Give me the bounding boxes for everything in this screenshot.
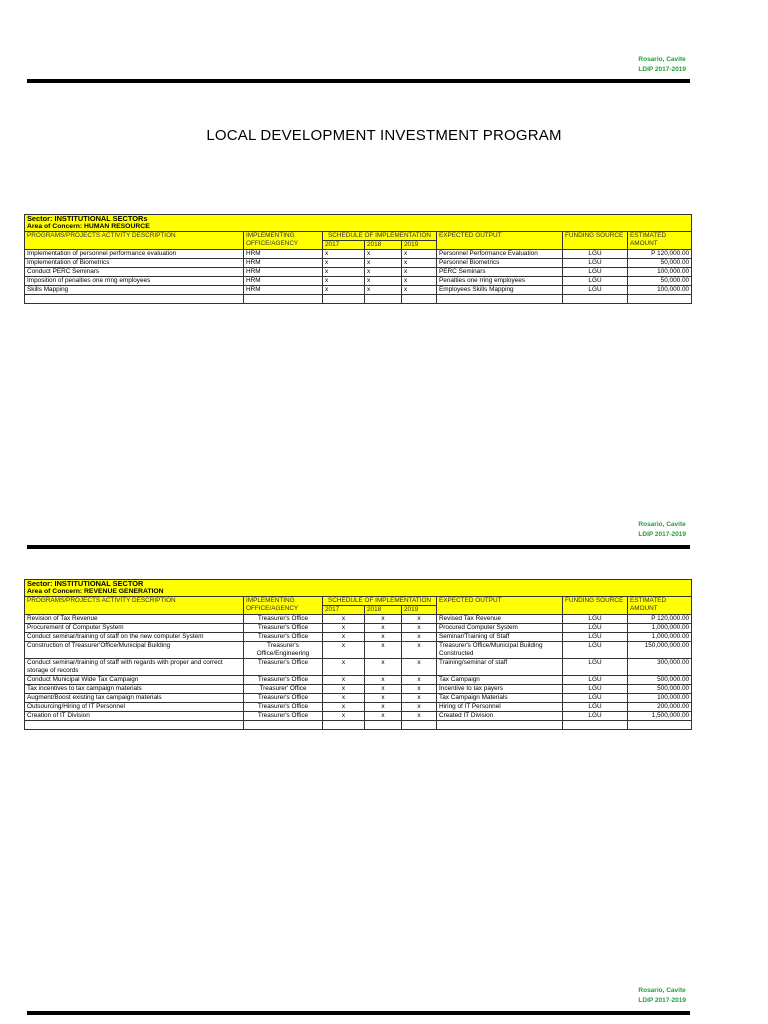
- header-place: Rosario, Cavite: [638, 56, 686, 63]
- col-amount: ESTIMATED AMOUNT: [628, 232, 692, 250]
- cell-funding: LGU: [563, 685, 628, 694]
- col-2018: 2018: [365, 606, 402, 615]
- cell-office: HRM: [244, 286, 323, 295]
- cell-description: Revision of Tax Revenue: [25, 615, 244, 624]
- cell-funding: LGU: [563, 694, 628, 703]
- header-place: Rosario, Cavite: [638, 521, 686, 528]
- revenue-generation-table: [24, 579, 692, 730]
- cell-funding: LGU: [563, 703, 628, 712]
- cell-output: Penalties one rring employees: [437, 277, 563, 286]
- cell-office: Treasurer's Office: [244, 624, 323, 633]
- col-funding: FUNDING SOURCE: [563, 232, 628, 250]
- cell-2018: x: [365, 250, 402, 259]
- cell-2018: x: [365, 286, 402, 295]
- col-2018: 2018: [365, 241, 402, 250]
- cell-2017: x: [323, 703, 365, 712]
- cell-office: Treasurer's Office: [244, 633, 323, 642]
- cell-amount: 100,000.00: [628, 286, 692, 295]
- header-rule: [27, 79, 690, 83]
- col-2017: 2017: [323, 241, 365, 250]
- cell-description: Conduct seminar/training of staff with regards with proper and correct storage of records: [25, 659, 244, 676]
- cell-2019: x: [402, 676, 437, 685]
- cell-2017: x: [323, 685, 365, 694]
- cell-output: Personnel Performance Evaluation: [437, 250, 563, 259]
- cell-funding: LGU: [563, 642, 628, 659]
- col-2017: 2017: [323, 606, 365, 615]
- cell-funding: LGU: [563, 277, 628, 286]
- table-row: [25, 703, 692, 712]
- cell-2017: x: [323, 277, 365, 286]
- table-row: [25, 277, 692, 286]
- cell-2017: x: [323, 615, 365, 624]
- col-2019: 2019: [402, 241, 437, 250]
- cell-2019: x: [402, 259, 437, 268]
- document-header: [638, 520, 686, 540]
- table-row: [25, 694, 692, 703]
- cell-funding: LGU: [563, 712, 628, 721]
- cell-amount: 300,000.00: [628, 659, 692, 676]
- human-resource-table: [24, 214, 692, 304]
- cell-2019: x: [402, 277, 437, 286]
- cell-2019: x: [402, 286, 437, 295]
- cell-output: Incentive to tax payers: [437, 685, 563, 694]
- cell-funding: LGU: [563, 659, 628, 676]
- table-row: [25, 286, 692, 295]
- cell-description: Procurement of Computer System: [25, 624, 244, 633]
- cell-funding: LGU: [563, 624, 628, 633]
- page-title: LOCAL DEVELOPMENT INVESTMENT PROGRAM: [206, 127, 562, 144]
- cell-2018: x: [365, 624, 402, 633]
- cell-2017: x: [323, 624, 365, 633]
- header-plan: LDIP 2017-2019: [638, 997, 686, 1004]
- cell-2019: x: [402, 615, 437, 624]
- cell-amount: 100,000.00: [628, 268, 692, 277]
- table-row: [25, 250, 692, 259]
- cell-output: Training/seminar of staff: [437, 659, 563, 676]
- cell-office: HRM: [244, 250, 323, 259]
- cell-2018: x: [365, 268, 402, 277]
- cell-description: Implementation of personnel performance evaluation: [25, 250, 244, 259]
- cell-2017: x: [323, 694, 365, 703]
- area-of-concern: Area of Concern: HUMAN RESOURCE: [25, 223, 692, 232]
- cell-2018: x: [365, 659, 402, 676]
- document-header: [638, 55, 686, 75]
- cell-description: Implementation of Biometrics: [25, 259, 244, 268]
- col-funding: FUNDING SOURCE: [563, 597, 628, 615]
- cell-description: Creation of IT Division: [25, 712, 244, 721]
- cell-2017: x: [323, 268, 365, 277]
- col-schedule: SCHEDULE OF IMPLEMENTATION: [323, 232, 437, 241]
- header-plan: LDIP 2017-2019: [638, 531, 686, 538]
- cell-funding: LGU: [563, 259, 628, 268]
- cell-amount: 50,000.00: [628, 277, 692, 286]
- cell-2017: x: [323, 259, 365, 268]
- cell-office: Treasurer's Office: [244, 694, 323, 703]
- cell-amount: 200,000.00: [628, 703, 692, 712]
- cell-2018: x: [365, 642, 402, 659]
- header-rule: [27, 1011, 690, 1015]
- blank-row: [25, 721, 692, 730]
- cell-output: PERC Seminars: [437, 268, 563, 277]
- cell-2019: x: [402, 659, 437, 676]
- cell-amount: P 120,000.00: [628, 615, 692, 624]
- cell-2017: x: [323, 642, 365, 659]
- cell-description: Conduct PERC Seminars: [25, 268, 244, 277]
- cell-funding: LGU: [563, 268, 628, 277]
- document-header: [638, 986, 686, 1006]
- table-row: [25, 624, 692, 633]
- table-row: [25, 685, 692, 694]
- cell-office: HRM: [244, 268, 323, 277]
- cell-2018: x: [365, 259, 402, 268]
- cell-description: Conduct seminar/training of staff on the new computer System: [25, 633, 244, 642]
- header-rule: [27, 545, 690, 549]
- cell-2019: x: [402, 624, 437, 633]
- blank-row: [25, 295, 692, 304]
- cell-description: Imposition of penalties one rring employees: [25, 277, 244, 286]
- col-amount: ESTIMATED AMOUNT: [628, 597, 692, 615]
- cell-2017: x: [323, 286, 365, 295]
- col-schedule: SCHEDULE OF IMPLEMENTATION: [323, 597, 437, 606]
- cell-2019: x: [402, 268, 437, 277]
- table-row: [25, 659, 692, 676]
- cell-output: Created IT Division: [437, 712, 563, 721]
- cell-output: Procured Computer System: [437, 624, 563, 633]
- cell-amount: 150,000,000.00: [628, 642, 692, 659]
- cell-2018: x: [365, 703, 402, 712]
- col-desc: PROGRAMS/PROJECTS ACTIVITY DESCRIPTION: [25, 597, 244, 615]
- cell-funding: LGU: [563, 633, 628, 642]
- cell-office: Treasurer' Office: [244, 685, 323, 694]
- human-resource-rows: [25, 250, 692, 295]
- cell-2018: x: [365, 277, 402, 286]
- cell-2018: x: [365, 633, 402, 642]
- cell-2018: x: [365, 694, 402, 703]
- cell-description: Construction of Treasurer'Office/Municipal Building: [25, 642, 244, 659]
- header-place: Rosario, Cavite: [638, 987, 686, 994]
- cell-2019: x: [402, 712, 437, 721]
- cell-2017: x: [323, 659, 365, 676]
- col-2019: 2019: [402, 606, 437, 615]
- cell-description: Augment/Boost existing tax campaign materials: [25, 694, 244, 703]
- cell-funding: LGU: [563, 615, 628, 624]
- cell-2017: x: [323, 676, 365, 685]
- cell-funding: LGU: [563, 286, 628, 295]
- cell-output: Treasurer's Office/Municipal Building Constructed: [437, 642, 563, 659]
- cell-amount: 50,000.00: [628, 259, 692, 268]
- cell-2019: x: [402, 685, 437, 694]
- cell-description: Outsourcing/Hiring of IT Personnel: [25, 703, 244, 712]
- cell-2019: x: [402, 694, 437, 703]
- cell-2019: x: [402, 703, 437, 712]
- cell-output: Personnel Biometrics: [437, 259, 563, 268]
- cell-amount: 1,500,000.00: [628, 712, 692, 721]
- sector-label: Sector: INSTITUTIONAL SECTOR: [25, 580, 692, 589]
- cell-amount: 1,000,000.00: [628, 624, 692, 633]
- cell-description: Tax incentives to tax campaign materials: [25, 685, 244, 694]
- cell-2018: x: [365, 712, 402, 721]
- cell-amount: 100,000.00: [628, 694, 692, 703]
- cell-office: Treasurer's Office: [244, 659, 323, 676]
- cell-2017: x: [323, 712, 365, 721]
- cell-output: Seminar/Training of Staff: [437, 633, 563, 642]
- cell-amount: 1,000,000.00: [628, 633, 692, 642]
- cell-office: Treasurer's Office: [244, 703, 323, 712]
- cell-2018: x: [365, 676, 402, 685]
- col-output: EXPECTED OUTPUT: [437, 597, 563, 615]
- cell-office: Treasurer's Office: [244, 615, 323, 624]
- col-output: EXPECTED OUTPUT: [437, 232, 563, 250]
- col-desc: PROGRAMS/PROJECTS ACTIVITY DESCRIPTION: [25, 232, 244, 250]
- table-row: [25, 676, 692, 685]
- cell-output: Revised Tax Revenue: [437, 615, 563, 624]
- cell-office: HRM: [244, 259, 323, 268]
- revenue-generation-rows: [25, 615, 692, 721]
- cell-amount: 500,000.00: [628, 676, 692, 685]
- cell-office: Treasurer's Office/Engineering: [244, 642, 323, 659]
- cell-2019: x: [402, 633, 437, 642]
- header-plan: LDIP 2017-2019: [638, 66, 686, 73]
- cell-2018: x: [365, 615, 402, 624]
- cell-office: Treasurer's Office: [244, 676, 323, 685]
- cell-funding: LGU: [563, 676, 628, 685]
- cell-amount: 500,000.00: [628, 685, 692, 694]
- table-row: [25, 259, 692, 268]
- cell-office: Treasurer's Office: [244, 712, 323, 721]
- cell-description: Conduct Municipal Wide Tax Campaign: [25, 676, 244, 685]
- cell-2019: x: [402, 250, 437, 259]
- table-row: [25, 712, 692, 721]
- cell-description: Skills Mapping: [25, 286, 244, 295]
- cell-office: HRM: [244, 277, 323, 286]
- cell-output: Hiring of IT Personnel: [437, 703, 563, 712]
- sector-label: Sector: INSTITUTIONAL SECTORs: [25, 215, 692, 224]
- col-office: IMPLEMENTING OFFICE/AGENCY: [244, 232, 323, 250]
- cell-2017: x: [323, 250, 365, 259]
- cell-output: Employees Skills Mapping: [437, 286, 563, 295]
- table-row: [25, 268, 692, 277]
- cell-amount: P 120,000.00: [628, 250, 692, 259]
- cell-output: Tax Campaign Materials: [437, 694, 563, 703]
- table-row: [25, 642, 692, 659]
- col-office: IMPLEMENTING OFFICE/AGENCY: [244, 597, 323, 615]
- cell-2019: x: [402, 642, 437, 659]
- cell-2018: x: [365, 685, 402, 694]
- table-row: [25, 615, 692, 624]
- cell-funding: LGU: [563, 250, 628, 259]
- cell-output: Tax Campaign: [437, 676, 563, 685]
- cell-2017: x: [323, 633, 365, 642]
- area-of-concern: Area of Concern: REVENUE GENERATION: [25, 588, 692, 597]
- table-row: [25, 633, 692, 642]
